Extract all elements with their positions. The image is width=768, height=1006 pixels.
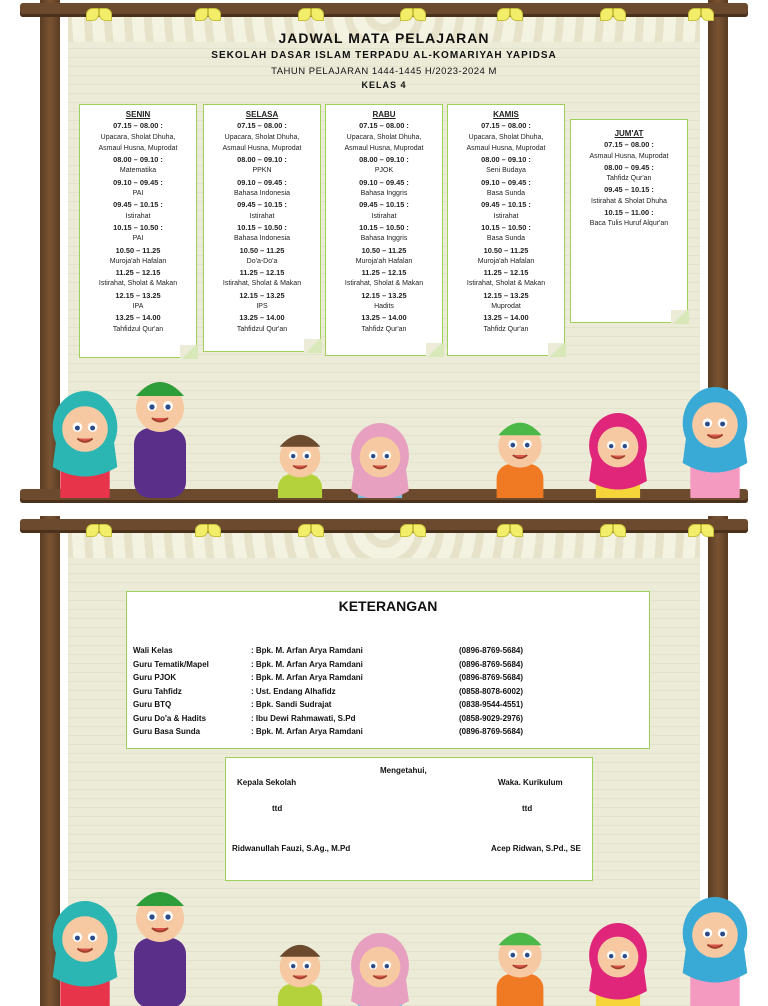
day-heading: KAMIS [493, 110, 519, 119]
subject-entry: Upacara, Sholat Dhuha, [100, 133, 176, 141]
subject-entry: Muroja'ah Hafalan [109, 257, 167, 265]
subject-entry: Bahasa Inggris [360, 190, 408, 198]
child-figure [351, 933, 409, 1006]
time-slot: 07.15 – 08.00 : [481, 121, 531, 131]
subject-entry: Asmaul Husna, Muprodat [98, 144, 178, 152]
teacher-phone: (0858-8078-6002) [459, 686, 524, 696]
bow-decoration [688, 522, 714, 538]
child-figure [278, 945, 322, 1006]
time-slot: 10.15 – 11.00 : [604, 208, 654, 218]
subject-entry: Baca Tulis Huruf Alqur'an [589, 220, 669, 228]
time-slot: 10.50 – 11.25 [483, 245, 529, 255]
bow-decoration [400, 522, 426, 538]
teacher-role: Wali Kelas [133, 646, 173, 655]
time-slot: 08.00 – 09.10 : [237, 155, 287, 165]
subject-entry: Istirahat [371, 212, 397, 220]
subject-entry: Istirahat [493, 212, 519, 220]
subject-entry: Muroja'ah Hafalan [477, 257, 535, 265]
teacher-role: Guru Tematik/Mapel [133, 659, 209, 669]
teacher-role: Guru Do'a & Hadits [133, 713, 207, 723]
left-signer-role: Kepala Sekolah [237, 778, 297, 787]
signature-panel [225, 757, 593, 881]
child-figure [53, 391, 118, 498]
class-label: KELAS 4 [361, 80, 407, 90]
schedule-title: JADWAL MATA PELAJARAN [278, 30, 490, 46]
schedule-card-kamis [447, 104, 565, 356]
bow-decoration [600, 522, 626, 538]
teacher-role: Guru Basa Sunda [133, 727, 201, 736]
teacher-name: : Ust. Endang Alhafidz [251, 686, 336, 696]
time-slot: 10.15 – 10.50 : [359, 222, 409, 232]
subject-entry: Tahfidz Qur'an [483, 325, 529, 333]
subject-entry: IPA [132, 303, 144, 311]
page-curl-decoration [671, 310, 689, 324]
right-signer-role: Waka. Kurikulum [498, 778, 563, 787]
schedule-card-selasa [203, 104, 321, 352]
time-slot: 10.50 – 11.25 [239, 245, 285, 255]
time-slot: 09.10 – 09.45 : [237, 177, 287, 187]
children-illustration [0, 358, 768, 498]
left-signature: ttd [272, 804, 283, 813]
time-slot: 09.45 – 10.15 : [359, 200, 409, 210]
child-figure [683, 897, 748, 1006]
subject-entry: Tahfidz Qur'an [361, 325, 407, 333]
child-figure [589, 923, 647, 1006]
subject-entry: Tahfidzul Qur'an [236, 325, 288, 333]
time-slot: 11.25 – 12.15 [239, 268, 285, 278]
time-slot: 09.10 – 09.45 : [481, 177, 531, 187]
subject-entry: Matematika [119, 167, 157, 175]
subject-entry: Asmaul Husna, Muprodat [344, 144, 424, 152]
time-slot: 09.10 – 09.45 : [113, 177, 163, 187]
child-figure [497, 423, 544, 498]
time-slot: 12.15 – 13.25 [115, 290, 161, 300]
school-name: SEKOLAH DASAR ISLAM TERPADU AL-KOMARIYAH YAPIDSA [211, 50, 557, 61]
time-slot: 13.25 – 14.00 [115, 313, 161, 323]
keterangan-panel [126, 591, 650, 749]
child-figure [134, 892, 186, 1006]
child-figure [683, 387, 748, 498]
signature-heading: Mengetahui, [380, 766, 427, 775]
subject-entry: Muprodat [491, 303, 521, 311]
subject-entry: Basa Sunda [486, 190, 526, 198]
time-slot: 11.25 – 12.15 [115, 268, 161, 278]
schedule-card-rabu [325, 104, 443, 356]
time-slot: 10.15 – 10.50 : [481, 222, 531, 232]
teacher-name: : Bpk. M. Arfan Arya Ramdani [251, 646, 363, 655]
right-signer-name: Acep Ridwan, S.Pd., SE [491, 844, 581, 853]
bow-decoration [497, 6, 523, 22]
page-curl-decoration [426, 343, 444, 357]
time-slot: 10.50 – 11.25 [361, 245, 407, 255]
time-slot: 07.15 – 08.00 : [359, 121, 409, 131]
time-slot: 08.00 – 09.10 : [359, 155, 409, 165]
bow-decoration [298, 6, 324, 22]
subject-entry: Bahasa Indonesia [233, 190, 291, 198]
subject-entry: IPS [256, 303, 268, 311]
subject-entry: Istirahat, Sholat & Makan [466, 280, 546, 288]
subject-entry: Muroja'ah Hafalan [355, 257, 413, 265]
teacher-name: : Ibu Dewi Rahmawati, S.Pd [251, 713, 356, 723]
subject-entry: Hadits [374, 303, 394, 311]
time-slot: 13.25 – 14.00 [361, 313, 407, 323]
subject-entry: Istirahat & Sholat Dhuha [591, 197, 667, 205]
subject-entry: PJOK [374, 167, 394, 175]
subject-entry: PAI [132, 190, 144, 198]
subject-entry: Seni Budaya [486, 167, 526, 175]
time-slot: 11.25 – 12.15 [361, 268, 407, 278]
left-signer-name: Ridwanullah Fauzi, S.Ag., M.Pd [232, 844, 351, 853]
bow-decoration [195, 522, 221, 538]
time-slot: 09.45 – 10.15 : [481, 200, 531, 210]
day-heading: SENIN [125, 110, 151, 119]
time-slot: 12.15 – 13.25 [239, 290, 285, 300]
schedule-card-senin [79, 104, 197, 358]
board-top-beam [20, 3, 748, 17]
teacher-phone: (0838-9544-4551) [459, 700, 524, 709]
subject-entry: Istirahat, Sholat & Makan [222, 280, 302, 288]
teacher-phone: (0896-8769-5684) [459, 659, 524, 669]
subject-entry: Upacara, Sholat Dhuha, [346, 133, 422, 141]
teacher-name: : Bpk. M. Arfan Arya Ramdani [251, 659, 363, 669]
subject-entry: Basa Sunda [486, 235, 526, 243]
subject-entry: Istirahat, Sholat & Makan [344, 280, 424, 288]
teacher-phone: (0896-8769-5684) [459, 673, 524, 682]
subject-entry: Bahasa Indonesia [233, 235, 291, 243]
bow-decoration [298, 522, 324, 538]
time-slot: 10.50 – 11.25 [115, 245, 161, 255]
time-slot: 09.45 – 10.15 : [604, 185, 654, 195]
teacher-role: Guru BTQ [133, 700, 172, 709]
subject-entry: Asmaul Husna, Muprodat [589, 152, 669, 160]
child-figure [278, 435, 322, 498]
time-slot: 10.15 – 10.50 : [237, 222, 287, 232]
board-top-beam [20, 519, 748, 533]
children-illustration [0, 868, 768, 1006]
page-curl-decoration [304, 339, 322, 353]
bow-decoration [86, 522, 112, 538]
child-figure [351, 423, 409, 498]
teacher-phone: (0896-8769-5684) [459, 646, 524, 655]
teacher-phone: (0896-8769-5684) [459, 727, 524, 736]
subject-entry: Istirahat [249, 212, 275, 220]
page-curl-decoration [548, 343, 566, 357]
subject-entry: Istirahat [125, 212, 151, 220]
subject-entry: Asmaul Husna, Muprodat [222, 144, 302, 152]
bow-decoration [86, 6, 112, 22]
time-slot: 07.15 – 08.00 : [113, 121, 163, 131]
subject-entry: Do'a-Do'a [246, 257, 278, 265]
time-slot: 09.10 – 09.45 : [359, 177, 409, 187]
time-slot: 10.15 – 10.50 : [113, 222, 163, 232]
time-slot: 08.00 – 09.10 : [481, 155, 531, 165]
child-figure [134, 382, 186, 498]
teacher-phone: (0858-9029-2976) [459, 713, 524, 723]
day-heading: SELASA [245, 110, 279, 119]
subject-entry: Asmaul Husna, Muprodat [466, 144, 546, 152]
time-slot: 08.00 – 09.45 : [604, 162, 654, 172]
teacher-name: : Bpk. M. Arfan Arya Ramdani [251, 673, 363, 682]
bow-decoration [497, 522, 523, 538]
subject-entry: PPKN [252, 167, 272, 175]
subject-entry: Upacara, Sholat Dhuha, [468, 133, 544, 141]
teacher-name: : Bpk. M. Arfan Arya Ramdani [251, 727, 363, 736]
child-figure [497, 933, 544, 1006]
time-slot: 07.15 – 08.00 : [237, 121, 287, 131]
time-slot: 12.15 – 13.25 [483, 290, 529, 300]
academic-year: TAHUN PELAJARAN 1444-1445 H/2023-2024 M [271, 66, 497, 77]
page-curl-decoration [180, 345, 198, 359]
teacher-role: Guru Tahfidz [133, 686, 182, 696]
keterangan-title: KETERANGAN [338, 598, 438, 614]
time-slot: 09.45 – 10.15 : [113, 200, 163, 210]
subject-entry: Tahfidzul Qur'an [112, 325, 164, 333]
child-figure [589, 413, 647, 498]
time-slot: 08.00 – 09.10 : [113, 155, 163, 165]
time-slot: 13.25 – 14.00 [483, 313, 529, 323]
subject-entry: Istirahat, Sholat & Makan [98, 280, 178, 288]
time-slot: 11.25 – 12.15 [483, 268, 529, 278]
subject-entry: Tahfidz Qur'an [606, 175, 652, 183]
bow-decoration [400, 6, 426, 22]
subject-entry: Upacara, Sholat Dhuha, [224, 133, 300, 141]
day-heading: JUM'AT [614, 129, 644, 138]
time-slot: 07.15 – 08.00 : [604, 140, 654, 150]
time-slot: 12.15 – 13.25 [361, 290, 407, 300]
teacher-name: : Bpk. Sandi Sudrajat [251, 700, 332, 709]
teacher-role: Guru PJOK [133, 673, 177, 682]
child-figure [53, 901, 118, 1006]
bow-decoration [688, 6, 714, 22]
schedule-card-jumat [570, 119, 688, 323]
bow-decoration [600, 6, 626, 22]
subject-entry: Bahasa Inggris [360, 235, 408, 243]
time-slot: 09.45 – 10.15 : [237, 200, 287, 210]
subject-entry: PAI [132, 235, 144, 243]
bow-decoration [195, 6, 221, 22]
info-board [0, 516, 768, 1006]
time-slot: 13.25 – 14.00 [239, 313, 285, 323]
right-signature: ttd [522, 804, 533, 813]
day-heading: RABU [372, 110, 396, 119]
